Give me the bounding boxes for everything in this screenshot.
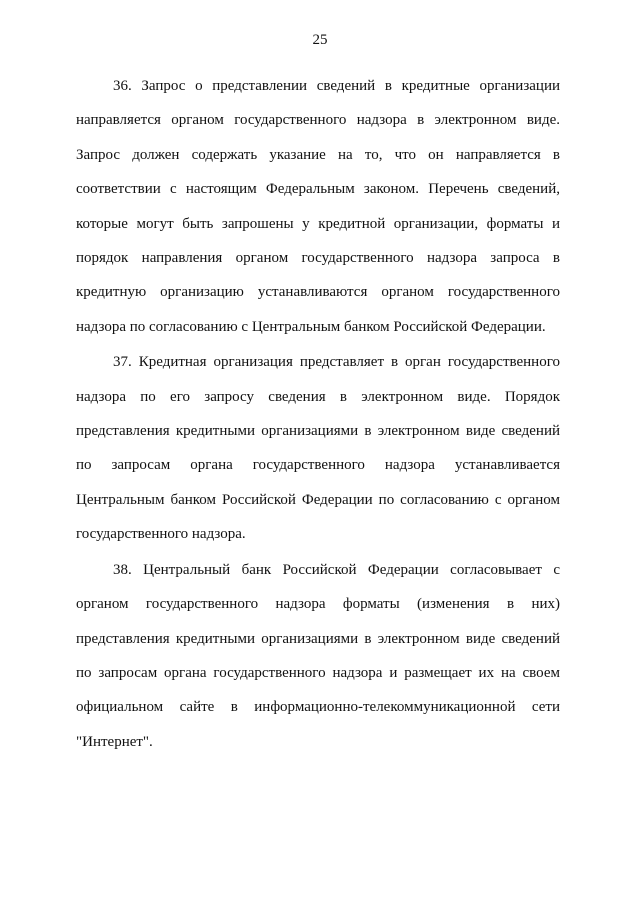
paragraph-38: 38. Центральный банк Российской Федерации согласовывает с органом государственного надзора форматы (изменения в них) представления кредитными организациями в электронном виде сведений по запросам органа государственного надзора и размещает их на своем официальном сайте в информационно-телекоммуникационной сети "Интернет". <box>76 561 560 750</box>
paragraph-36: 36. Запрос о представлении сведений в кредитные организации направляется органом государственного надзора в электронном виде. Запрос должен содержать указание на то, что он направляется в соответствии с настоящим Федеральным законом. Перечень сведений, которые могут быть запрошены у кредитной организации, форматы и порядок направления органом государственного надзора запроса в кредитную организацию устанавливаются органом государственного надзора по согласованию с Центральным банком Российской Федерации. <box>76 78 560 335</box>
page-number: 25 <box>312 32 328 48</box>
document-body <box>76 69 560 759</box>
paragraph-37: 37. Кредитная организация представляет в орган государственного надзора по его запросу сведения в электронном виде. Порядок представления кредитными организациями в электронном виде сведений по запросам органа государственного надзора устанавливается Центральным банком Российской Федерации по согласованию с органом государственного надзора. <box>76 354 560 543</box>
